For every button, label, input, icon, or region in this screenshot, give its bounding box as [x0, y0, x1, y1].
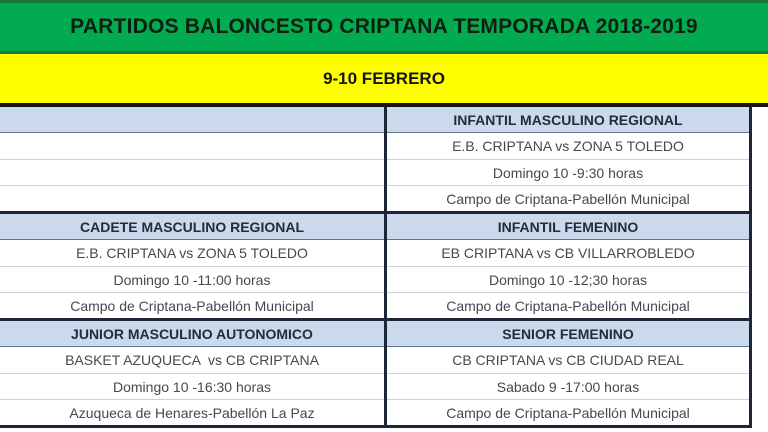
- time-cell: Domingo 10 -16:30 horas: [0, 373, 384, 399]
- category-header-cell: INFANTIL FEMENINO: [387, 214, 749, 240]
- venue-cell: Azuqueca de Henares-Pabellón La Paz: [0, 399, 384, 425]
- table-section-1: [0, 107, 752, 211]
- match-cell: EB CRIPTANA vs CB VILLARROBLEDO: [441, 245, 695, 261]
- section-1-left-column: [0, 107, 384, 211]
- match-cell: [0, 133, 384, 159]
- venue-cell: [0, 185, 384, 211]
- date-range-label: 9-10 FEBRERO: [323, 68, 445, 88]
- category-header-cell: SENIOR FEMENINO: [387, 321, 749, 347]
- time-cell: Sabado 9 -17:00 horas: [387, 373, 749, 399]
- table-section-3: [0, 318, 752, 425]
- category-header-cell: INFANTIL MASCULINO REGIONAL: [387, 107, 749, 133]
- time-cell: [0, 159, 384, 185]
- section-2-left-column: [0, 214, 384, 318]
- venue-cell: Campo de Criptana-Pabellón Municipal: [387, 292, 749, 318]
- title-band: [0, 0, 768, 54]
- section-2-right-column: [384, 214, 752, 318]
- category-header-cell: [0, 107, 384, 133]
- page-title: PARTIDOS BALONCESTO CRIPTANA TEMPORADA 2018-2019: [70, 15, 698, 38]
- venue-cell: Campo de Criptana-Pabellón Municipal: [387, 399, 749, 425]
- section-3-right-column: [384, 321, 752, 425]
- time-cell: Domingo 10 -9:30 horas: [387, 159, 749, 185]
- match-cell: BASKET AZUQUECA vs CB CRIPTANA: [65, 352, 319, 368]
- category-header-cell: CADETE MASCULINO REGIONAL: [0, 214, 384, 240]
- match-cell: E.B. CRIPTANA vs ZONA 5 TOLEDO: [76, 245, 308, 261]
- time-cell: Domingo 10 -11:00 horas: [0, 266, 384, 292]
- table-section-2: [0, 211, 752, 318]
- date-band: [0, 54, 768, 107]
- time-cell: Domingo 10 -12;30 horas: [387, 266, 749, 292]
- match-cell: E.B. CRIPTANA vs ZONA 5 TOLEDO: [452, 138, 684, 154]
- section-1-right-column: [384, 107, 752, 211]
- section-3-left-column: [0, 321, 384, 425]
- matches-table: [0, 107, 752, 428]
- match-cell: CB CRIPTANA vs CB CIUDAD REAL: [452, 352, 684, 368]
- venue-cell: Campo de Criptana-Pabellón Municipal: [0, 292, 384, 318]
- venue-cell: Campo de Criptana-Pabellón Municipal: [387, 185, 749, 211]
- category-header-cell: JUNIOR MASCULINO AUTONOMICO: [0, 321, 384, 347]
